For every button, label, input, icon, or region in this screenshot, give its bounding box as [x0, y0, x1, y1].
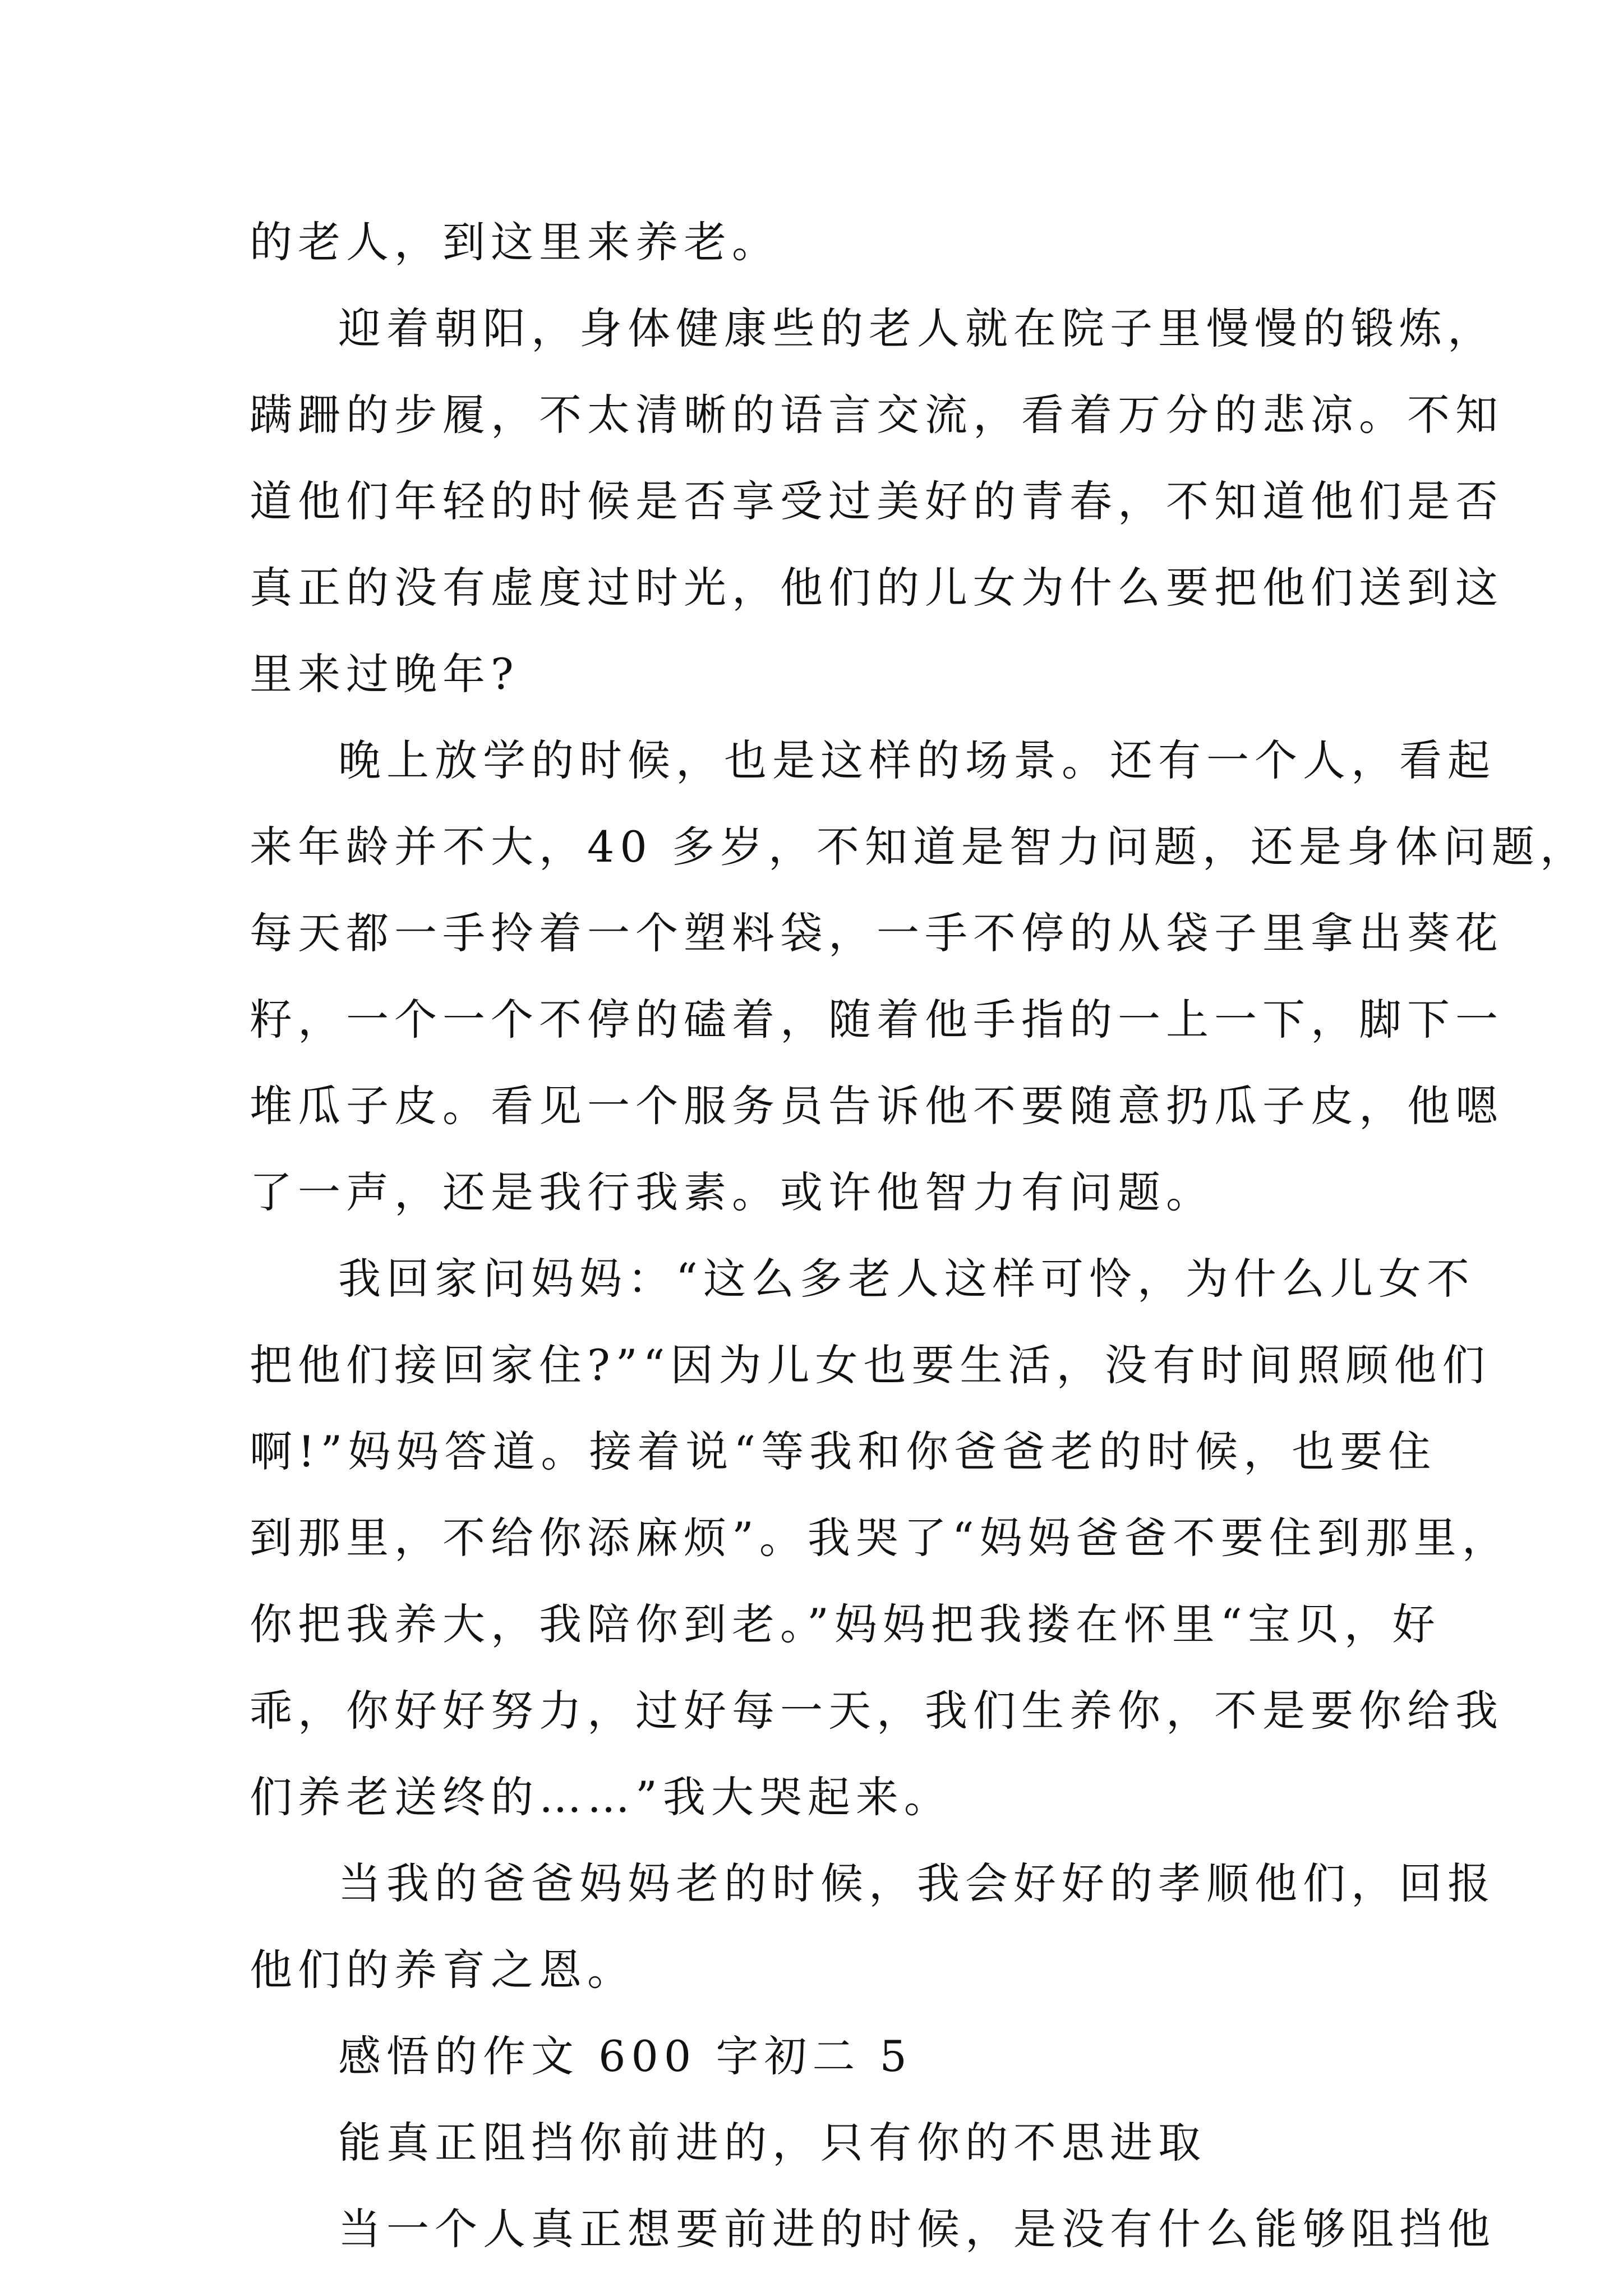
section-heading: 感悟的作文 600 字初二 5 [338, 2031, 912, 2081]
text-line: 当一个人真正想要前进的时候，是没有什么能够阻挡他 [338, 2204, 1496, 2254]
text-line: 当我的爸爸妈妈老的时候，我会好好的孝顺他们，回报 [338, 1858, 1496, 1908]
text-line: 啊!”妈妈答道。接着说“等我和你爸爸老的时候，也要住 [250, 1427, 1437, 1476]
text-line: 晚上放学的时候，也是这样的场景。还有一个人，看起 [338, 735, 1496, 785]
text-line: 他们的养育之恩。 [250, 1945, 635, 1995]
text-line: 来年龄并不大，40 多岁，不知道是智力问题，还是身体问题， [250, 822, 1588, 872]
text-line: 我回家问妈妈：“这么多老人这样可怜，为什么儿女不 [338, 1254, 1475, 1304]
text-line: 你把我养大，我陪你到老。”妈妈把我搂在怀里“宝贝，好 [250, 1599, 1441, 1649]
text-line: 真正的没有虚度过时光，他们的儿女为什么要把他们送到这 [250, 563, 1504, 613]
text-line: 的老人，到这里来养老。 [250, 217, 780, 267]
document-body [250, 199, 1588, 2272]
text-line: 了一声，还是我行我素。或许他智力有问题。 [250, 1167, 1214, 1217]
text-line: 蹒跚的步履，不太清晰的语言交流，看着万分的悲凉。不知 [250, 390, 1504, 440]
text-line: 把他们接回家住?”“因为儿女也要生活，没有时间照顾他们 [250, 1340, 1491, 1390]
text-line: 籽，一个一个不停的磕着，随着他手指的一上一下，脚下一 [250, 995, 1504, 1045]
text-line: 们养老送终的……”我大哭起来。 [250, 1772, 952, 1822]
text-line: 迎着朝阳，身体健康些的老人就在院子里慢慢的锻炼， [338, 303, 1496, 353]
text-line: 乖，你好好努力，过好每一天，我们生养你，不是要你给我 [250, 1686, 1504, 1736]
text-line: 道他们年轻的时候是否享受过美好的青春，不知道他们是否 [250, 476, 1504, 526]
text-line: 到那里，不给你添麻烦”。我哭了“妈妈爸爸不要住到那里， [250, 1513, 1510, 1563]
essay-title: 能真正阻挡你前进的，只有你的不思进取 [338, 2118, 1206, 2168]
text-line: 里来过晚年? [250, 649, 519, 699]
text-line: 堆瓜子皮。看见一个服务员告诉他不要随意扔瓜子皮，他嗯 [250, 1081, 1504, 1131]
text-line: 每天都一手拎着一个塑料袋，一手不停的从袋子里拿出葵花 [250, 908, 1504, 958]
